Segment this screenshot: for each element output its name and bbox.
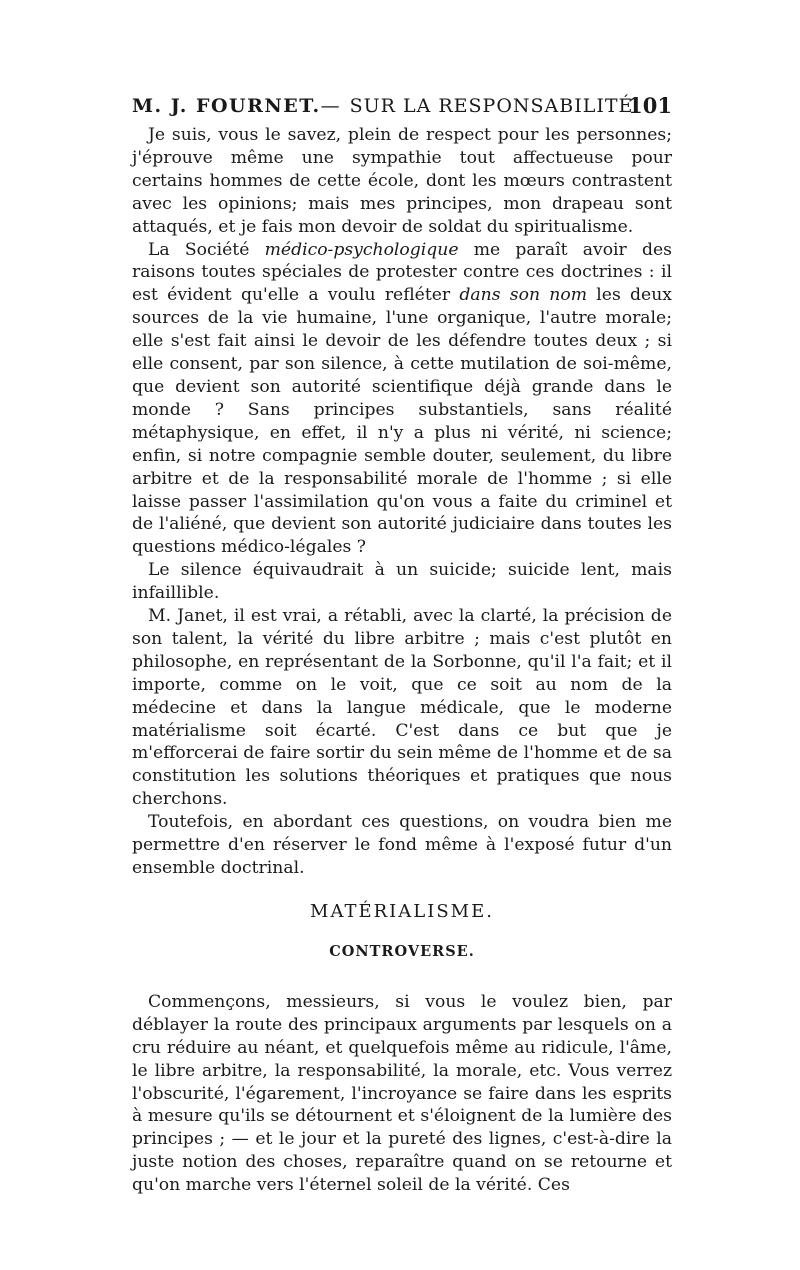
society-name-italic: médico-psychologique bbox=[264, 239, 459, 260]
in-its-name-italic: dans son nom bbox=[459, 285, 588, 306]
body-text bbox=[132, 124, 672, 1197]
section-subheading: CONTROVERSE. bbox=[329, 942, 475, 960]
running-head bbox=[132, 92, 672, 120]
paragraph-2 bbox=[132, 239, 672, 560]
running-head-dash: — bbox=[320, 95, 340, 117]
page-number: 101 bbox=[628, 93, 672, 118]
paragraph-5: Toutefois, en abordant ces questions, on voudra bien me permettre d'en réserver le fond même à l'exposé futur d'un ensemble doctrinal. bbox=[132, 812, 672, 878]
paragraph-2-middle: me paraît avoir des raisons toutes spéciales de protester contre ces doctrines : il est évident qu'elle a voulu refléter bbox=[132, 239, 672, 306]
paragraph-1: Je suis, vous le savez, plein de respect pour les personnes; j'éprouve même une sympathie tout affectueuse pour certains hommes de cette école, dont les mœurs contrastent avec les opinions; mais mes principes, mon drapeau sont attaqués, et je fais mon devoir de soldat du spiritualisme. bbox=[132, 125, 672, 237]
paragraph-4: M. Janet, il est vrai, a rétabli, avec la clarté, la précision de son talent, la vérité du libre arbitre ; mais c'est plutôt en philosophe, en représentant de la Sorbonne, qu'il l'a fait; et il importe, comme on le voit, que ce soit au nom de la médecine et dans la langue médicale, que le moderne matérialisme soit écarté. C'est dans ce but que je m'efforcerai de faire sortir du sein même de l'homme et de sa constitution les solutions théoriques et pratiques que nous cherchons. bbox=[132, 606, 672, 810]
running-head-title: SUR LA RESPONSABILITÉ. bbox=[349, 95, 641, 117]
paragraph-2-start: La Société bbox=[148, 239, 265, 260]
section-heading: MATÉRIALISME. bbox=[310, 900, 494, 922]
paragraph-3: Le silence équivaudrait à un suicide; suicide lent, mais infaillible. bbox=[132, 560, 672, 604]
paragraph-6: Commençons, messieurs, si vous le voulez bien, par déblayer la route des principaux arguments par lesquels on a cru réduire au néant, et quelquefois même au ridicule, l'âme, le libre arbitre, la responsabilité, la morale, etc. Vous verrez l'obscurité, l'égarement, l'incroyance se faire dans les esprits à mesure qu'ils se détournent et s'éloignent de la lumière des principes ; — et le jour et la pureté des lignes, c'est-à-dire la juste notion des choses, reparaître quand on se retourne et qu'on marche vers l'éternel soleil de la vérité. Ces bbox=[132, 991, 672, 1196]
paragraph-2-end: les deux sources de la vie humaine, l'une organique, l'autre morale; elle s'est fait ainsi le devoir de les défendre toutes deux ; si elle consent, par son silence, à cette mutilation de soi-même, que devient son autorité scientifique déjà grande dans le monde ? Sans principes substantiels, sans réalité métaphysique, en effet, il n'y a plus ni vérité, ni science; enfin, si notre compagnie semble douter, seulement, du libre arbitre et de la responsabilité morale de l'homme ; si elle laisse passer l'assimilation qu'on vous a faite du criminel et de l'aliéné, que devient son autorité judiciaire dans toutes les questions médico-légales ? bbox=[132, 285, 672, 558]
running-head-author: M. J. FOURNET. bbox=[132, 95, 321, 117]
